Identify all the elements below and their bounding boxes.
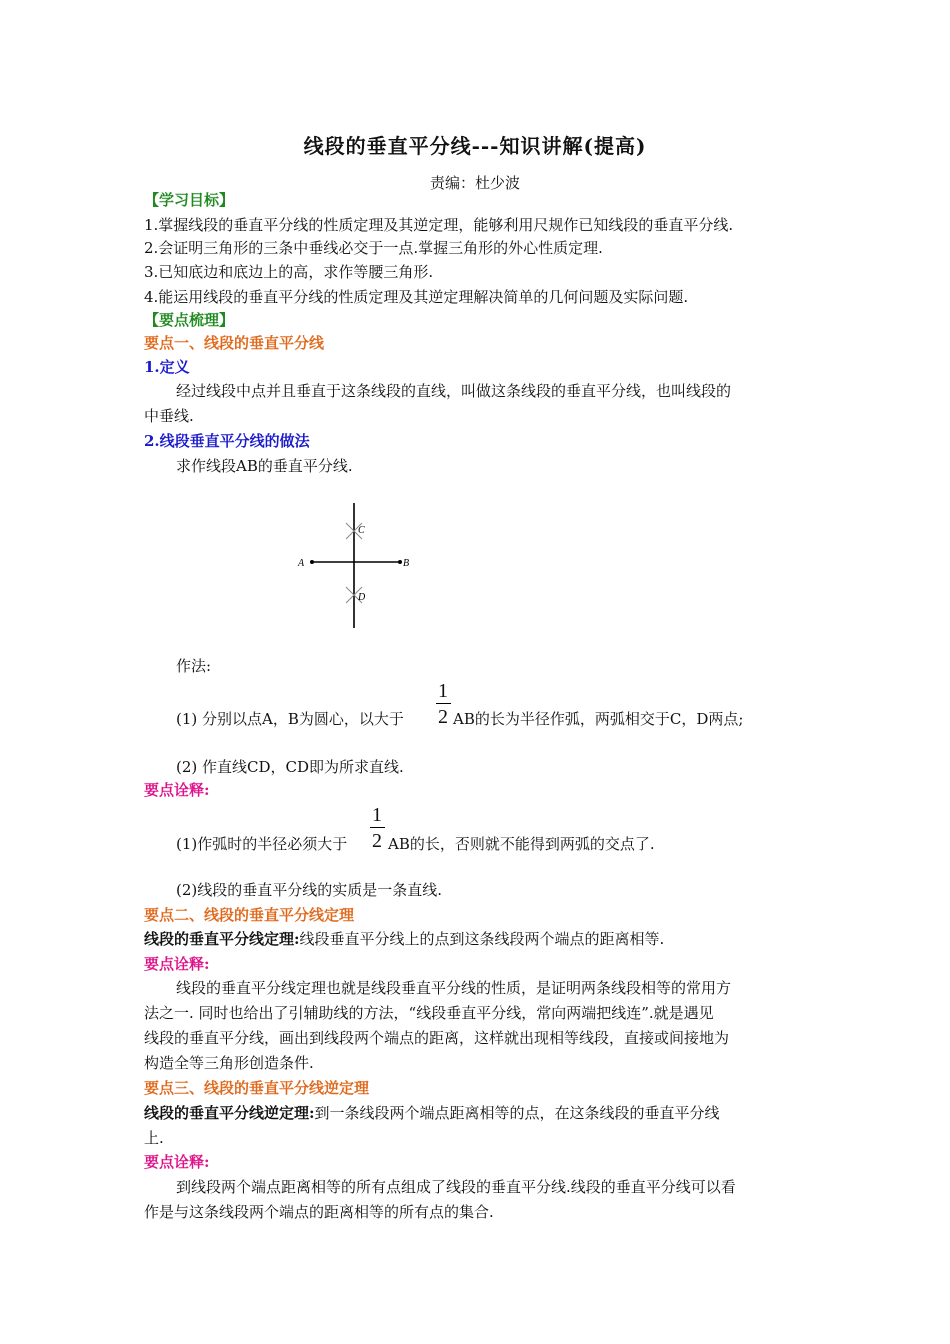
summary-heading: 【要点梳理】 [144,311,235,329]
method-heading: 2.线段垂直平分线的做法 [144,432,310,450]
fraction-denominator-2: 2 [372,830,382,852]
step-1-text-before: (1) 分别以点A，B为圆心，以大于 [176,710,404,728]
point3-note-heading: 要点诠释: [144,1153,210,1171]
label-d: D [358,592,366,603]
page-title: 线段的垂直平分线---知识讲解(提高) [303,134,647,158]
bisector-diagram [290,495,420,635]
point-b-dot [398,560,402,564]
point2-theorem-label: 线段的垂直平分线定理: [144,930,300,948]
point2-note-heading: 要点诠释: [144,955,210,973]
point-a-dot [310,560,314,564]
label-c: C [358,525,365,536]
point1-note-heading: 要点诠释: [144,781,210,799]
objective-item-2: 2.会证明三角形的三条中垂线必交于一点.掌握三角形的外心性质定理. [144,239,603,257]
step-1-text-after: AB的长为半径作弧，两弧相交于C，D两点; [453,710,744,728]
steps-heading: 作法: [176,657,212,675]
point2-note-line-3: 线段的垂直平分线，画出到线段两个端点的距离，这样就出现相等线段，直接或间接地为 [144,1029,730,1047]
objective-item-1: 1.掌握线段的垂直平分线的性质定理及其逆定理，能够利用尺规作已知线段的垂直平分线. [144,216,734,234]
point3-note-line-1: 到线段两个端点距离相等的所有点组成了线段的垂直平分线.线段的垂直平分线可以看 [176,1178,736,1196]
label-b: B [403,558,410,569]
point2-note-line-1: 线段的垂直平分线定理也就是线段垂直平分线的性质，是证明两条线段相等的常用方 [176,979,732,997]
point2-note-line-2: 法之一. 同时也给出了引辅助线的方法，“线段垂直平分线，常向两端把线连”.就是遇见 [144,1004,714,1022]
fraction-denominator-1: 2 [438,706,448,728]
point2-theorem [144,929,814,949]
task-text: 求作线段AB的垂直平分线. [176,457,353,475]
step-2-text: (2) 作直线CD，CD即为所求直线. [176,758,404,776]
objective-item-3: 3.已知底边和底边上的高，求作等腰三角形. [144,263,434,281]
objective-item-4: 4.能运用线段的垂直平分线的性质定理及其逆定理解决简单的几何问题及实际问题. [144,288,689,306]
fraction-numerator-1: 1 [438,680,448,702]
fraction-bar-2 [370,827,385,828]
editor-credit: 责编：杜少波 [429,174,520,192]
objectives-heading: 【学习目标】 [144,191,235,209]
fraction-numerator-2: 1 [372,804,382,826]
point3-theorem-label: 线段的垂直平分线逆定理: [144,1104,315,1122]
label-a: A [298,558,305,569]
definition-line-2: 中垂线. [144,407,194,425]
point3-theorem-line-2: 上. [144,1129,164,1147]
point3-note-line-2: 作是与这条线段两个端点的距离相等的所有点的集合. [144,1203,494,1221]
point1-heading: 要点一、线段的垂直平分线 [144,334,325,352]
note-1-text-before: (1)作弧时的半径必须大于 [176,835,348,853]
definition-heading: 1.定义 [144,358,190,376]
point3-theorem [144,1103,814,1123]
fraction-bar-1 [436,703,451,704]
point2-note-line-4: 构造全等三角形创造条件. [144,1054,314,1072]
point2-theorem-text: 线段垂直平分线上的点到这条线段两个端点的距离相等. [299,930,665,948]
definition-line-1: 经过线段中点并且垂直于这条线段的直线，叫做这条线段的垂直平分线，也叫线段的 [176,382,732,400]
point3-heading: 要点三、线段的垂直平分线逆定理 [144,1079,370,1097]
note-1-text-after: AB的长，否则就不能得到两弧的交点了. [388,835,655,853]
note-2-text: (2)线段的垂直平分线的实质是一条直线. [176,881,443,899]
point2-heading: 要点二、线段的垂直平分线定理 [144,906,355,924]
point3-theorem-text: 到一条线段两个端点距离相等的点，在这条线段的垂直平分线 [314,1104,720,1122]
